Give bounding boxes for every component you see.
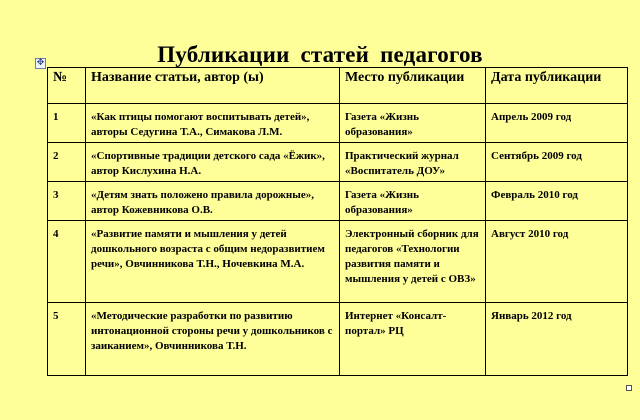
cell-number: 1: [48, 104, 86, 143]
cell-date: Сентябрь 2009 год: [486, 143, 628, 182]
header-place: Место публикации: [340, 68, 486, 104]
cell-date: Апрель 2009 год: [486, 104, 628, 143]
page-title: Публикации статей педагогов: [157, 42, 483, 67]
cell-place: Газета «Жизнь образования»: [340, 182, 486, 221]
cell-title-author: «Развитие памяти и мышления у детей дошкольного возраста с общим недоразвитием речи», Овчинникова Т.Н., Ночевкина М.А.: [86, 221, 340, 303]
table-move-handle-icon[interactable]: ✥: [36, 58, 45, 68]
publications-table: [47, 67, 628, 376]
cell-number: 2: [48, 143, 86, 182]
header-title-author: Название статьи, автор (ы): [86, 68, 340, 104]
table-row: [48, 104, 628, 143]
cell-place: Электронный сборник для педагогов «Технологии развития памяти и мышления у детей с ОВЗ»: [340, 221, 486, 303]
table-row: [48, 143, 628, 182]
cell-place: Интернет «Консалт-портал» РЦ: [340, 303, 486, 376]
cell-number: 4: [48, 221, 86, 303]
cell-number: 3: [48, 182, 86, 221]
header-number: №: [48, 68, 86, 104]
cell-title-author: «Детям знать положено правила дорожные», автор Кожевникова О.В.: [86, 182, 340, 221]
cell-title-author: «Как птицы помогают воспитывать детей», авторы Седугина Т.А., Симакова Л.М.: [86, 104, 340, 143]
cell-date: Август 2010 год: [486, 221, 628, 303]
cell-place: Газета «Жизнь образования»: [340, 104, 486, 143]
table-row: [48, 221, 628, 303]
cell-number: 5: [48, 303, 86, 376]
cell-title-author: «Методические разработки по развитию интонационной стороны речи у дошкольников с заиканием», Овчинникова Т.Н.: [86, 303, 340, 376]
header-date: Дата публикации: [486, 68, 628, 104]
cell-title-author: «Спортивные традиции детского сада «Ёжик», автор Кислухина Н.А.: [86, 143, 340, 182]
table-row: [48, 182, 628, 221]
table-resize-handle[interactable]: [626, 385, 632, 391]
table-header-row: [48, 68, 628, 104]
table-row: [48, 303, 628, 376]
cell-date: Январь 2012 год: [486, 303, 628, 376]
cell-place: Практический журнал «Воспитатель ДОУ»: [340, 143, 486, 182]
cell-date: Февраль 2010 год: [486, 182, 628, 221]
